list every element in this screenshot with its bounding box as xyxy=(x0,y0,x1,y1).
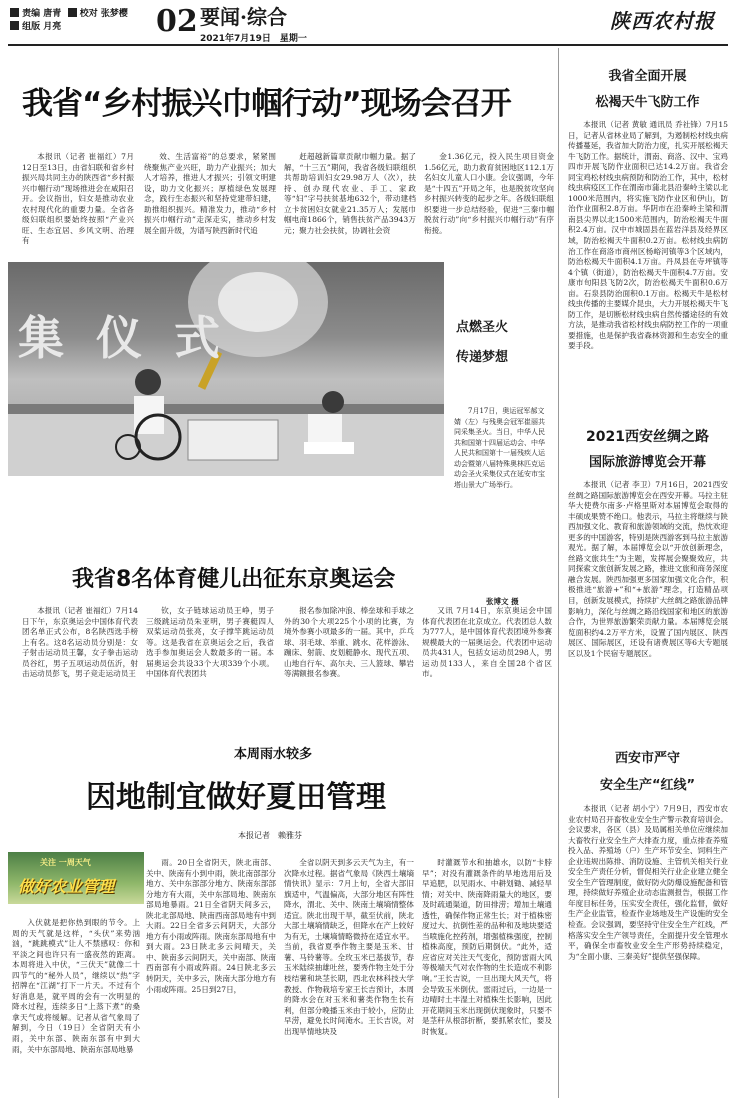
backdrop-text: 集 仪 式 xyxy=(18,311,229,365)
right2-body: 本报讯（记者 李卫）7月16日，2021西安丝绸之路国际旅游博览会在西安开幕。马拉主驻华大使费尔南多·卢格里斯对本届博览会取得的丰硕成果赞不绝口。他表示，马拉主将继续与陕西加强文化、教育和旅游领域的交流，热忱欢迎更多的中国游客，特别是陕西游客到马拉主旅游观光。据了解，本届博览会以“开放创新理念，丝路文旅共生”为主题，发挥展会聚聚效应，共同探索文旅创新发展之路，推进文旅和商务深度融合发展。陕西加强更多国家加强文化合作，积极推进“旅游+”和“+旅游”理念，打造精品项目，创新发展模式，持续扩大丝绸之路旅游品牌影响力，深化与丝绸之路沿线国家和地区的旅游合作，为世界旅游繁荣贡献力量。本届博览会展览面积约4.2万平方米，设置了国内展区、陕西展区、国际展区，还设有诸费展区等6大专题展区以及1个民宿专题展区。 xyxy=(568,480,728,658)
olympics-col-4: 又讯 7月14日，东京奥运会中国体育代表团在北京成立。代表团总人数为777人，是中国体育代表团境外参赛规模最大的一届奥运会。代表团中运动员共431人，包括女运动员298人，男运动员133人，来自全国28个省区市。 xyxy=(422,606,552,679)
olympics-col-3: 报名参加除冲浪、棒垒球和手球之外的30个大项225个小项的比赛，为境外参赛小项最多的一届。其中，乒乓球、羽毛球、举重、跳水、花样游泳、蹦床、射箭、皮划艇静水、现代五项、山地自行车、高尔夫、三人篮球、攀岩等满额报名参赛。 xyxy=(284,606,414,679)
weather-banner xyxy=(8,852,144,904)
rain-col-3: 全省以阴天到多云天气为主，有一次降水过程。据省气象局《陕西土壤墒情快讯》显示：7月上旬，全省大部旧旗适中，气温偏高，大部分地区有阵性降水，渭北、关中、陕南土壤墒情整体适宜。陕北出现干旱，截至伏前，陕北大部土壤墒情缺乏，但降水在产上较好为有无，土壤墒情略微持在适宜水平。当前，我省夏季作物主要是玉米、甘薯、马铃薯等。全玫玉米已基拔节，春玉米陆续抽雄吐丝，要秀作物主处于分枝结薯和块茎长期，西北农林科技大学教授、作物栽培专家王长吉预计，本周的降水会在对玉米和薯类作物生长有利，但部分晚播玉米由于较小，应防止早涝，避免长时间淹水。王长吉说，对出现旱情地块及 xyxy=(284,858,414,1036)
proofread-credit: 校对 张梦樱 xyxy=(79,9,128,19)
rain-col-2: 雨。20日全省阴天，陕北南部、关中、陕南有小到中雨，陕北南部部分地方、关中东部部分地方、陕南东部部分地方有大雨，关中东部局地、陕南东部局地暴雨。21日全省阴天间多云，陕北北部局地、陕南西南部局地有中到大雨。22日全省多云间阴天，大部分地方有小雨或阵雨。陕南东部局地有中到大雨。23日陕北多云间晴天，关中、陕南多云间阴天，关中南部、陕南西南部有小雨或阵雨。24日陕北多云转阴天，关中多云，陕南大部分地方有小雨或阵雨。25日到27日， xyxy=(146,858,276,994)
header-rule xyxy=(8,44,728,46)
right1-title-2: 松褐天牛飞防工作 xyxy=(595,95,700,110)
layout-credit: 组版 月亮 xyxy=(22,22,62,32)
lead-col-3: 赶超越新篇章贡献巾帼力量。据了解，“十三五”期间，我省各级妇联组织共帮助培训妇女29.98万人（次），扶持、创办现代农业、手工、家政等“妇”字号扶贫基地632个，带动建档立卡贫困妇女就业21.35万人；发展巾帼电商1866个，销售扶贫产品3943万元；聚力社会扶贫，协调社会资 xyxy=(284,152,416,235)
right3-title-1: 西安市严守 xyxy=(614,751,680,766)
lead-col-1: 本报讯（记者 崔福红）7月12日至13日，由省妇联和省乡村振兴局共同主办的陕西省“乡村振兴巾帼行动”现场推进会在咸阳召开。会议指出，妇女是推动农业农村现代化的重要力量。全省各级妇联组织要始终按照“产业兴旺、生态宜居、乡风文明、治理有 xyxy=(22,152,134,246)
right1-body: 本报讯（记者 黄敏 通讯员 乔社锋）7月15日，记者从省林业局了解到，为遏制松材线虫病传播蔓延，我省加大防治力度，扎实开展松褐天牛飞防工作。据统计，渭南、商洛、汉中、宝鸡四市开展飞防作业面积已达14.2万亩。我省会同宝鸡松材线虫病预防和防治工作，其中，松材线虫病疫区工作在渭南市蒲北县沿秦岭主梁以北1000米范围内，将实施飞防作业区和伊山，防治作业面积2.8万亩。华阴市在沿秦岭主梁和渭南县尖界以北1500米范围内，防治松褐天牛面积2.4万亩。汉中市城固县在蓝岩洋县及经界区域，防治松褐天牛面积0.2万亩。松材线虫病防治工作在商洛市商州区杨峪河镇等3个区域内，防治松褐天牛面积4.1万亩。丹凤县在寺坪镇等4个镇（街道），防治松褐天牛面积4.7万亩。安康市旬阳县飞防2次，防治松褐天牛面积0.6万亩。石泉县防治面积0.1万亩。松褐天牛是松材线虫传播的主要媒介昆虫，大力开展松褐天牛飞防工作，是切断松材线虫病自然传播途径的有效方法，是推动我省松材线虫病防控工作的一项重要措施，也是保护我省森林资源和生态安全的重要手段。 xyxy=(568,120,728,351)
banner-small-text: 关注 一周天气 xyxy=(40,858,91,867)
photo-caption-title-1: 点燃圣火 xyxy=(456,320,509,335)
masthead-text: 陕西农村报 xyxy=(610,9,715,33)
lead-col-4: 金1.36亿元，投入民生项目资金1.56亿元，助力救育贫困地区112.1万名妇女儿童人口小康。会议强调，今年是“十四五”开局之年，也是脱贫攻坚向乡村振兴转变的起步之年。各级妇联组织要进一步总结经验，促进“三秦巾帼脱贫行动”向“乡村振兴巾帼行动”有序衔接。 xyxy=(424,152,554,235)
right1-title-1: 我省全面开展 xyxy=(608,69,687,84)
olympics-col-2: 钦，女子链球运动员王峥，男子三级跳运动员朱亚明，男子赛艇四人双桨运动员张亮，女子撑竿跳运动员等。这是我省在京奥运会之后，我省选手参加奥运会人数最多的一届。本届奥运会共设33个大项339个小项。中国体育代表团共 xyxy=(146,606,274,679)
banner-big-text: 做好农业管理 xyxy=(18,877,115,896)
photo-caption-title-2: 传递梦想 xyxy=(456,350,509,365)
photo-caption: 7月17日，奥运冠军郝文婧（左）与残奥会冠军崔丽共同采集圣火。当日，中华人民共和国第十四届运动会、中华人民共和国第十一届残疾人运动会暨第八届特殊奥林匹克运动会圣火采集仪式在延安市宝塔山景大广场举行。 xyxy=(454,407,545,489)
photo-credit: 张博文 摄 xyxy=(486,597,519,606)
lead-col-2: 效、生活富裕”的总要求，紧紧围绕聚焦产业兴旺，助力产业振兴；加大人才培养，推进人才振兴；引领文明建设，助力文化振兴；厚植绿色发展理念，践行生态振兴和坚持党建带妇建，助推组织振兴。精准发力，推动“乡村振兴巾帼行动”走深走实，推动乡村发展全面升级，为谱写陕西新时代追 xyxy=(144,152,276,235)
section-title: 要闻·综合 xyxy=(200,5,287,29)
right2-title-2: 国际旅游博览会开幕 xyxy=(588,455,706,470)
olympics-col-1: 本报讯（记者 崔福红）7月14日下午，东京奥运会中国体育代表团名单正式公布，8名陕西选手榜上有名。这8名运动员分别是：女子射击运动员王馨，女子拳击运动员谷红，男子五项运动员伍沂，射击运动员彭飞，男子竞走运动员王 xyxy=(22,606,138,679)
rain-col-4: 时灌溉节水和抽雄水，以防“卡脖早”；对没有灌溉条件的旱地选用后及早追肥，以见雨水、中耕划锄、减轻旱情；对关中、陕南降雨量大的地区，要及时疏通渠道，防田排涝；增加土壤通透性，确保作物正常生长；对于植株密度过大、抗倒性差的品种和及地块要适当喷施化控药剂，增强植株强度，控制植株高度，预防后期倒伏。“此外，适应省应对关注天气变化，预防雷雨大风等极端天气对农作物的生长造成不利影响。”王长吉说，一旦出现大风天气，将会导致玉米倒伏。雷雨过后，一边是一边晴时土丰湿土对植株生长影响，因此开花期间玉米出现倒伏现象时，只要不是茎秆从根部折断，要抓紧农忙，要及时恢复。 xyxy=(422,858,552,1036)
right2-title-1: 2021西安丝绸之路 xyxy=(586,429,709,445)
rain-kicker: 本周雨水较多 xyxy=(234,747,313,762)
photo-scene xyxy=(8,262,444,476)
editor-credit: 责编 唐青 xyxy=(22,9,62,19)
olympics-headline: 我省8名体育健儿出征东京奥运会 xyxy=(72,567,396,592)
rain-headline: 因地制宜做好夏田管理 xyxy=(86,780,386,815)
page-number: 02 xyxy=(156,4,198,39)
editor-credits xyxy=(10,8,160,34)
rain-col-1: 入伏就是把你热到眼的节令。上周的天气就是这样，“头伏”来势汹汹，“跳跳模式”让人不禁感叹：你和平淡之间也许只有一盛夜然的距离。本周将进入中伏，“三伏天”就像二十四节气的“秘外人员”，继续以“热”字招牌在“江湖”打下一片天。不过有个好消息是，就平周的会有一次明显的降水过程，连续多日“上蒸下煮”的桑拿天气或将缓解。记者从省气象局了解到，今日（19日）全省阴天有小雨，关中东部、陕南东部有中到大雨，关中东部局地、陕南东部局地暴 xyxy=(12,918,140,1054)
column-divider xyxy=(558,48,559,1098)
lead-headline: 我省“乡村振兴巾帼行动”现场会召开 xyxy=(22,86,511,122)
rain-byline: 本报记者 赖雅芬 xyxy=(238,831,302,840)
masthead-logo xyxy=(610,5,728,35)
right3-body: 本报讯（记者 胡小宁）7月9日，西安市农业农村局召开畜牧业安全生产警示教育培训会。会议要求，各区（县）及局属相关单位应继续加大畜牧行业安全生产大排查力度，重点排查养殖投入品、养殖场（户）生产环节安全、饲料生产企业违规出陈排、消防设施、主管机关相关行业安全生产责任分析，督促相关行业企业建立健全安全生产管理制度，做好防火防爆设施配备和管理，持续做好养殖企业动态监测报告，根据工作年度目标任务，压实安全责任，强化监督，做好生产企业监管，检查作业场地及生产设施的安全检查。会议强调，要坚持守住安全生产红线，严格落实安全生产领导责任，全面提升安全管理水平，确保全市畜牧业安全生产形势持续稳定，为“全面小康、三秦美好”提供坚强保障。 xyxy=(568,804,728,961)
torch-photo xyxy=(8,262,444,476)
page-date: 2021年7月19日 星期一 xyxy=(200,34,307,44)
right3-title-2: 安全生产“红线” xyxy=(599,778,696,793)
